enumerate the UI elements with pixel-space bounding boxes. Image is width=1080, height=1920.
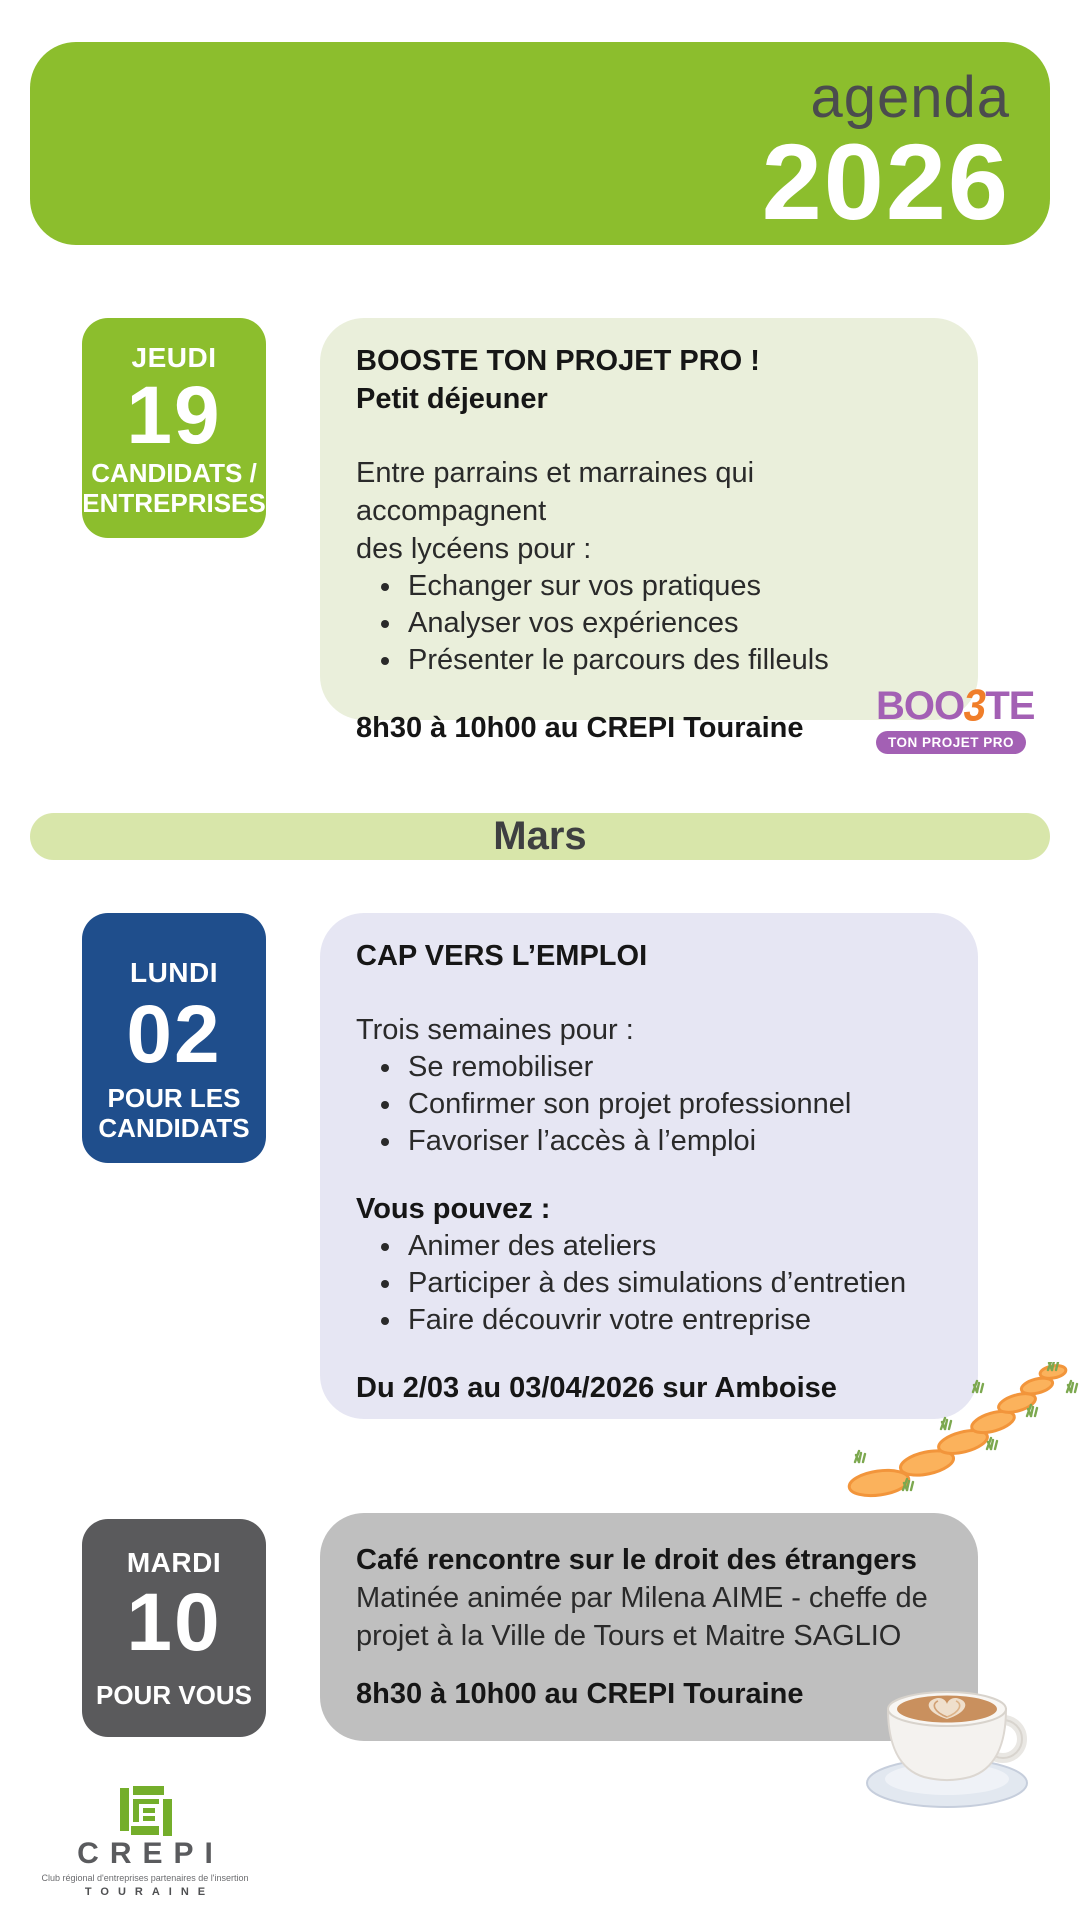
bullet-item: • Echanger sur vos pratiques [404,568,944,605]
bullet-item: • Participer à des simulations d’entretien [404,1265,944,1302]
event-title: CAP VERS L’EMPLOI [356,940,648,972]
date-badge-jeudi-19 [82,318,266,538]
booste-logo [876,681,1035,754]
event-bullet-list [356,1228,944,1339]
month-label: Mars [493,814,587,858]
badge-audience-line: CANDIDATS / [91,457,257,488]
date-badge-lundi-02 [82,913,266,1163]
header-year: 2026 [761,120,1010,242]
crepi-logo-tagline: Club régional d'entreprises partenaires de l'insertion [41,1872,249,1883]
badge-number: 19 [126,370,222,461]
badge-number: 02 [126,989,222,1080]
crepi-logo [20,1786,270,1898]
badge-audience-line: POUR VOUS [95,1680,253,1711]
bullet-item: • Confirmer son projet professionnel [404,1086,944,1123]
badge-number: 10 [126,1577,222,1668]
badge-day: LUNDI [129,957,219,988]
badge-day: JEUDI [131,342,217,373]
bullet-item: • Faire découvrir votre entreprise [404,1302,944,1339]
bullet-item: • Présenter le parcours des filleuls [404,642,944,679]
event-time-location: Du 2/03 au 03/04/2026 sur Amboise [356,1372,837,1404]
bullet-item: • Animer des ateliers [404,1228,944,1265]
booste-logo-wordmark: BOO3TE [876,681,1035,731]
booste-logo-tagline: TON PROJET PRO [876,731,1026,754]
event-subtitle: Petit déjeuner [356,383,548,415]
event-time-location: 8h30 à 10h00 au CREPI Touraine [356,1678,804,1710]
spacer [356,975,944,1011]
event-intro-line: Entre parrains et marraines qui accompagnent [356,457,755,527]
event-section-title: Vous pouvez : [356,1193,551,1225]
crepi-logo-region: TOURAINE [84,1885,215,1898]
coffee-cup-image [850,1665,1045,1815]
badge-audience-line: CANDIDATS [98,1113,250,1144]
stepping-stones-graphic [845,1362,1080,1502]
event-title: Café rencontre sur le droit des étrangers [356,1544,917,1576]
date-badge-mardi-10 [82,1519,266,1737]
booste-bolt-glyph: 3 [960,681,989,731]
header-kicker: agenda [810,65,1010,130]
crepi-logo-mark [118,1786,172,1836]
spacer [356,1160,944,1190]
event-time-location: 8h30 à 10h00 au CREPI Touraine [356,712,804,744]
month-divider-mars [30,813,1050,860]
spacer [356,679,944,709]
event-card-cap-vers-emploi [320,913,978,1419]
event-body-line: Matinée animée par Milena AIME - cheffe de [356,1582,928,1614]
event-bullet-list [356,568,944,679]
spacer [356,418,944,454]
event-bullet-list [356,1049,944,1160]
badge-audience-line: ENTREPRISES [82,488,266,519]
header-banner [30,42,1050,245]
event-intro-line: Trois semaines pour : [356,1014,634,1046]
event-card-booste [320,318,978,744]
badge-audience-line: POUR LES [107,1082,241,1113]
event-title: BOOSTE TON PROJET PRO ! [356,345,760,377]
badge-day: MARDI [126,1547,222,1578]
bullet-item: • Analyser vos expériences [404,605,944,642]
bullet-item: • Favoriser l’accès à l’emploi [404,1123,944,1160]
crepi-logo-name: CREPI [77,1837,224,1870]
event-body-line: projet à la Ville de Tours et Maitre SAGLIO [356,1620,902,1652]
bullet-item: • Se remobiliser [404,1049,944,1086]
event-intro-line: des lycéens pour : [356,533,592,565]
